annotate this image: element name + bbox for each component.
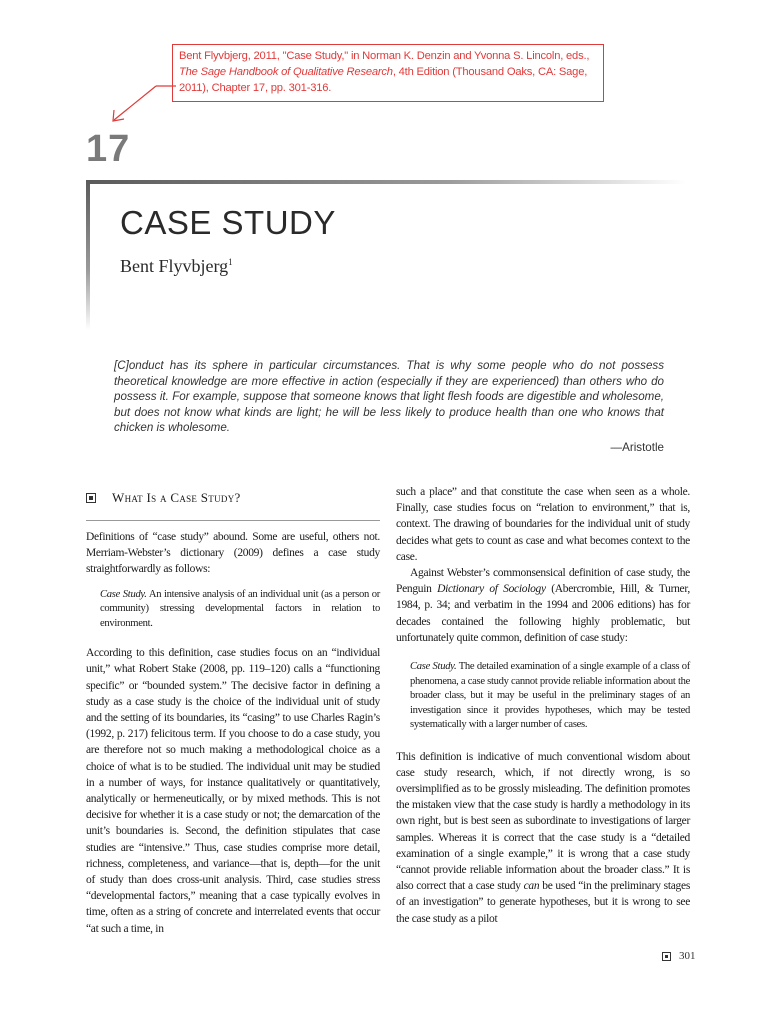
body-paragraph-continued: such a place” and that constitute the case when seen as a whole. Finally, case studies focus on “relation to environment,” that is, context. The drawing of boundaries for the individual unit of study decides what gets to count as case and what becomes context to the case.	[396, 486, 690, 563]
epigraph-quote: [C]onduct has its sphere in particular circumstances. That is why some people who do not possess theoretical knowledge are more effective in action (especially if they are experienced) than others who do possess it. For example, suppose that someone knows that light flesh foods are digestible and wholesome, but does not know what kinds are light; he will be less likely to produce health than one who knows that chicken is wholesome.	[114, 359, 664, 434]
dictionary-title: Dictionary of Sociology	[437, 583, 546, 596]
penguin-definition	[410, 660, 690, 733]
right-column	[396, 484, 690, 927]
chapter-title: CASE STUDY	[120, 204, 336, 241]
body-text: Against Webster’s commonsensical definition of case study, the Penguin	[396, 567, 690, 596]
header-rule	[86, 180, 686, 184]
author-footnote-marker: 1	[228, 257, 233, 267]
citation-text-end: , 4th Edition (Thousand Oaks, CA: Sage, 2011), Chapter 17, pp. 301-316.	[179, 66, 588, 94]
epigraph-attribution: —Aristotle	[610, 441, 664, 454]
author-text: Bent Flyvbjerg	[120, 256, 229, 276]
definition-term: Case Study.	[410, 661, 457, 673]
body-paragraph	[396, 749, 690, 927]
definition-text: The detailed examination of a single example of a class of phenomena, a case study cannot provide reliable information about the broader class, but it may be useful in the preliminary stages of an investigation since it provides hypotheses, which may be tested systematically with a larger number of cases.	[410, 661, 691, 731]
body-text: be used “in the preliminary stages of an investigation” to generate hypotheses, but it is wrong to see the case study as a pilot	[396, 880, 690, 925]
arrow-icon	[104, 82, 184, 128]
emphasis-text: can	[523, 880, 540, 893]
page-footer	[662, 950, 696, 962]
page-marker-icon	[662, 952, 671, 961]
body-paragraph: According to this definition, case studies focus on an “individual unit,” what Robert Stake (2008, pp. 119–120) calls a “functioning specific” or “bounded system.” The decisive factor in defining a study as a case study is the choice of the individual unit of study and the setting of its boundaries, its “casing” to use Charles Ragin’s (1992, p. 217) felicitous term. If you choose to do a case study, you are therefore not so much making a methodological choice as a choice of what is to be studied. The individual unit may be studied in a number of ways, for instance qualitatively or quantitatively, analytically or hermeneutically, or by mixed methods. This is not decisive for whether it is a case study or not; the demarcation of the unit’s boundaries is. Second, the definition stipulates that case studies are “intensive.” Thus, case studies comprise more detail, richness, completeness, and variance—that is, depth—for the unit of study than does cross-unit analysis. Third, case studies stress “developmental factors,” meaning that a case typically evolves in time, often as a string of concrete and interrelated events that occur “at such a time, in	[86, 647, 380, 935]
section-divider	[86, 520, 380, 521]
webster-definition	[100, 588, 380, 632]
citation-text: Bent Flyvbjerg, 2011, "Case Study," in Norman K. Denzin and Yvonna S. Lincoln, eds.,	[179, 50, 590, 62]
section-marker-icon	[86, 493, 96, 503]
author-name	[120, 256, 233, 277]
citation-box	[172, 44, 604, 102]
definition-term: Case Study.	[100, 588, 147, 600]
body-text: This definition is indicative of much conventional wisdom about case study research, which, if not directly wrong, is so oversimplified as to be grossly misleading. The definition promotes the mistaken view that the case study is hardly a methodology in its own right, but is best seen as subordinate to investigations of larger samples. Whereas it is correct that the case study is a “detailed examination of a single example,” it is wrong that a case study “cannot provide reliable information about the broader class.” It is also correct that a case study	[396, 750, 690, 893]
section-heading-text: What Is a Case Study?	[112, 489, 241, 505]
chapter-number: 17	[86, 128, 131, 170]
citation-book-title: The Sage Handbook of Qualitative Research	[179, 66, 393, 78]
left-column	[86, 482, 380, 937]
page-number: 301	[679, 950, 696, 962]
body-text: (Abercrombie, Hill, & Turner, 1984, p. 34; and verbatim in the 1994 and 2006 editions) has for decades contained the following highly problematic, but unfortunately quite common, definition of case study:	[396, 583, 690, 644]
definition-text: An intensive analysis of an individual unit (as a person or community) stressing developmental factors in relation to environment.	[100, 588, 380, 629]
section-heading	[86, 486, 380, 510]
intro-paragraph: Definitions of “case study” abound. Some are useful, others not. Merriam-Webster’s dictionary (2009) defines a case study straightforwardly as follows:	[86, 531, 380, 576]
body-paragraph	[396, 565, 690, 646]
header-rule-vertical	[86, 180, 90, 330]
